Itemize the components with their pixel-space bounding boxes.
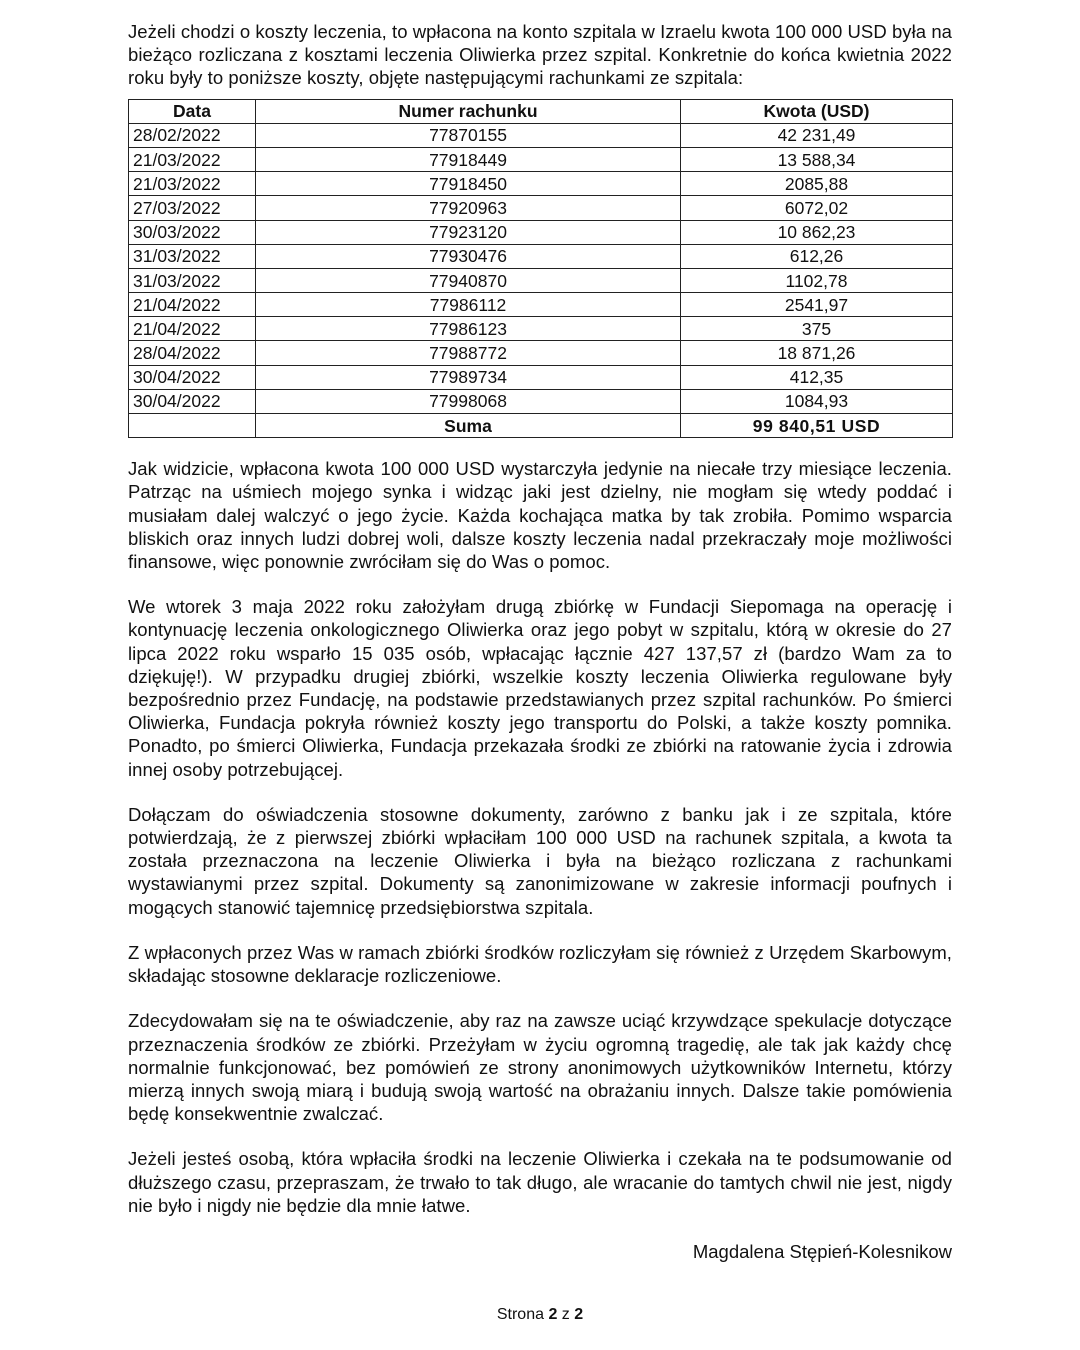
paragraph-attached-documents: Dołączam do oświadczenia stosowne dokumenty, zarówno z banku jak i ze szpitala, które potwierdzają, że z pierwszej zbiórki wpłaciłam 100 000 USD na rachunek szpitala, a kwota ta została przeznaczona na leczenie Oliwierka i była na bieżąco rozliczana z rachunkami wystawianymi przez szpital. Dokumenty są zanonimizowane w zakresie informacji poufnych i mogących stanowić tajemnicę przedsiębiorstwa szpitala. (128, 803, 952, 918)
cell-amount: 375 (681, 317, 953, 341)
cell-date: 21/04/2022 (129, 293, 256, 317)
cell-invoice-number: 77918450 (256, 172, 681, 196)
table-row (129, 293, 953, 317)
paragraph-second-fundraiser: We wtorek 3 maja 2022 roku założyłam drugą zbiórkę w Fundacji Siepomaga na operację i kontynuację leczenia onkologicznego Oliwierka oraz jego pobyt w szpitalu, którą w okresie do 27 lipca 2022 roku wsparło 15 035 osób, wpłacając łącznie 427 137,57 zł (bardzo Wam za to dziękuję!). W przypadku drugiej zbiórki, wszelkie koszty leczenia Oliwierka regulowane były bezpośrednio przez Fundację, na podstawie przedstawianych przez szpital rachunków. Po śmierci Oliwierka, Fundacja pokryła również koszty jego transportu do Polski, a także koszty pomnika. Ponadto, po śmierci Oliwierka, Fundacja przekazała środki ze zbiórki na ratowanie życia i zdrowia innej osoby potrzebującej. (128, 596, 952, 780)
cell-invoice-number: 77940870 (256, 268, 681, 292)
table-row (129, 341, 953, 365)
cell-amount: 10 862,23 (681, 220, 953, 244)
cell-date: 30/03/2022 (129, 220, 256, 244)
table-row (129, 196, 953, 220)
cell-invoice-number: 77870155 (256, 123, 681, 147)
table-row (129, 123, 953, 147)
cell-amount: 18 871,26 (681, 341, 953, 365)
page-number-footer (0, 1306, 1080, 1324)
paragraph-tax-office: Z wpłaconych przez Was w ramach zbiórki środków rozliczyłam się również z Urzędem Skarbowym, składając stosowne deklaracje rozliczeniowe. (128, 941, 952, 987)
cell-invoice-number: 77930476 (256, 244, 681, 268)
cell-date: 21/03/2022 (129, 172, 256, 196)
cell-amount: 1084,93 (681, 389, 953, 413)
cell-invoice-number: 77989734 (256, 365, 681, 389)
page-separator: z (561, 1306, 570, 1323)
header-amount: Kwota (USD) (681, 99, 953, 123)
cell-date: 30/04/2022 (129, 365, 256, 389)
cell-invoice-number: 77988772 (256, 341, 681, 365)
document-page (128, 20, 952, 1263)
cell-amount: 2541,97 (681, 293, 953, 317)
cell-date: 21/04/2022 (129, 317, 256, 341)
paragraph-statement-reason: Zdecydowałam się na te oświadczenie, aby raz na zawsze uciąć krzywdzące spekulacje dotyczące przeznaczenia środków ze zbiórki. Przeżyłam w życiu ogromną tragedię, ale tak jak każdy chcę normalnie funkcjonować, bez pomówień ze strony anonimowych użytkowników Internetu, którzy mierzą innych swoją miarą i budują swoją wartość na obrażaniu innych. Dalsze takie pomówienia będę konsekwentnie zwalczać. (128, 1010, 952, 1125)
table-sum-row (129, 414, 953, 438)
sum-value: 99 840,51 USD (681, 414, 953, 438)
cell-invoice-number: 77986112 (256, 293, 681, 317)
cell-amount: 13 588,34 (681, 147, 953, 171)
cell-date: 28/02/2022 (129, 123, 256, 147)
current-page-number: 2 (548, 1306, 558, 1323)
cell-amount: 1102,78 (681, 268, 953, 292)
cell-invoice-number: 77998068 (256, 389, 681, 413)
cell-date: 30/04/2022 (129, 389, 256, 413)
table-row (129, 147, 953, 171)
intro-paragraph: Jeżeli chodzi o koszty leczenia, to wpłacona na konto szpitala w Izraelu kwota 100 000 USD była na bieżąco rozliczana z kosztami leczenia Oliwierka przez szpital. Konkretnie do końca kwietnia 2022 roku były to poniższe koszty, objęte następującymi rachunkami ze szpitala: (128, 21, 952, 89)
sum-blank-cell (129, 414, 256, 438)
paragraph-apology: Jeżeli jesteś osobą, która wpłaciła środki na leczenie Oliwierka i czekała na te podsumowanie od dłuższego czasu, przepraszam, że trwało to tak długo, ale wracanie do tamtych chwil nie jest, nigdy nie było i nigdy nie będzie dla mnie łatwe. (128, 1148, 952, 1216)
header-invoice-number: Numer rachunku (256, 99, 681, 123)
cell-date: 28/04/2022 (129, 341, 256, 365)
author-signature: Magdalena Stępień-Kolesnikow (692, 1240, 952, 1262)
cell-invoice-number: 77986123 (256, 317, 681, 341)
table-row (129, 365, 953, 389)
table-row (129, 172, 953, 196)
table-row (129, 244, 953, 268)
cell-amount: 412,35 (681, 365, 953, 389)
table-row (129, 317, 953, 341)
header-date: Data (129, 99, 256, 123)
sum-label: Suma (256, 414, 681, 438)
table-row (129, 220, 953, 244)
table-row (129, 389, 953, 413)
page-label: Strona (496, 1306, 544, 1323)
total-pages-number: 2 (574, 1306, 584, 1323)
cell-date: 27/03/2022 (129, 196, 256, 220)
cell-date: 31/03/2022 (129, 268, 256, 292)
costs-table (128, 99, 953, 439)
cell-invoice-number: 77920963 (256, 196, 681, 220)
cell-date: 21/03/2022 (129, 147, 256, 171)
cell-invoice-number: 77918449 (256, 147, 681, 171)
cell-amount: 2085,88 (681, 172, 953, 196)
cell-invoice-number: 77923120 (256, 220, 681, 244)
cell-amount: 6072,02 (681, 196, 953, 220)
cell-amount: 42 231,49 (681, 123, 953, 147)
table-row (129, 268, 953, 292)
cell-amount: 612,26 (681, 244, 953, 268)
cell-date: 31/03/2022 (129, 244, 256, 268)
table-header-row (129, 99, 953, 123)
paragraph-amount-insufficient: Jak widzicie, wpłacona kwota 100 000 USD wystarczyła jedynie na niecałe trzy miesiące leczenia. Patrząc na uśmiech mojego synka i widząc jaki jest dzielny, nie mogłam się wtedy poddać i musiałam dalej walczyć o jego życie. Każda kochająca matka by tak zrobiła. Pomimo wsparcia bliskich oraz innych ludzi dobrej woli, dalsze koszty leczenia nadal przekraczały moje możliwości finansowe, więc ponownie zwróciłam się do Was o pomoc. (128, 458, 952, 573)
